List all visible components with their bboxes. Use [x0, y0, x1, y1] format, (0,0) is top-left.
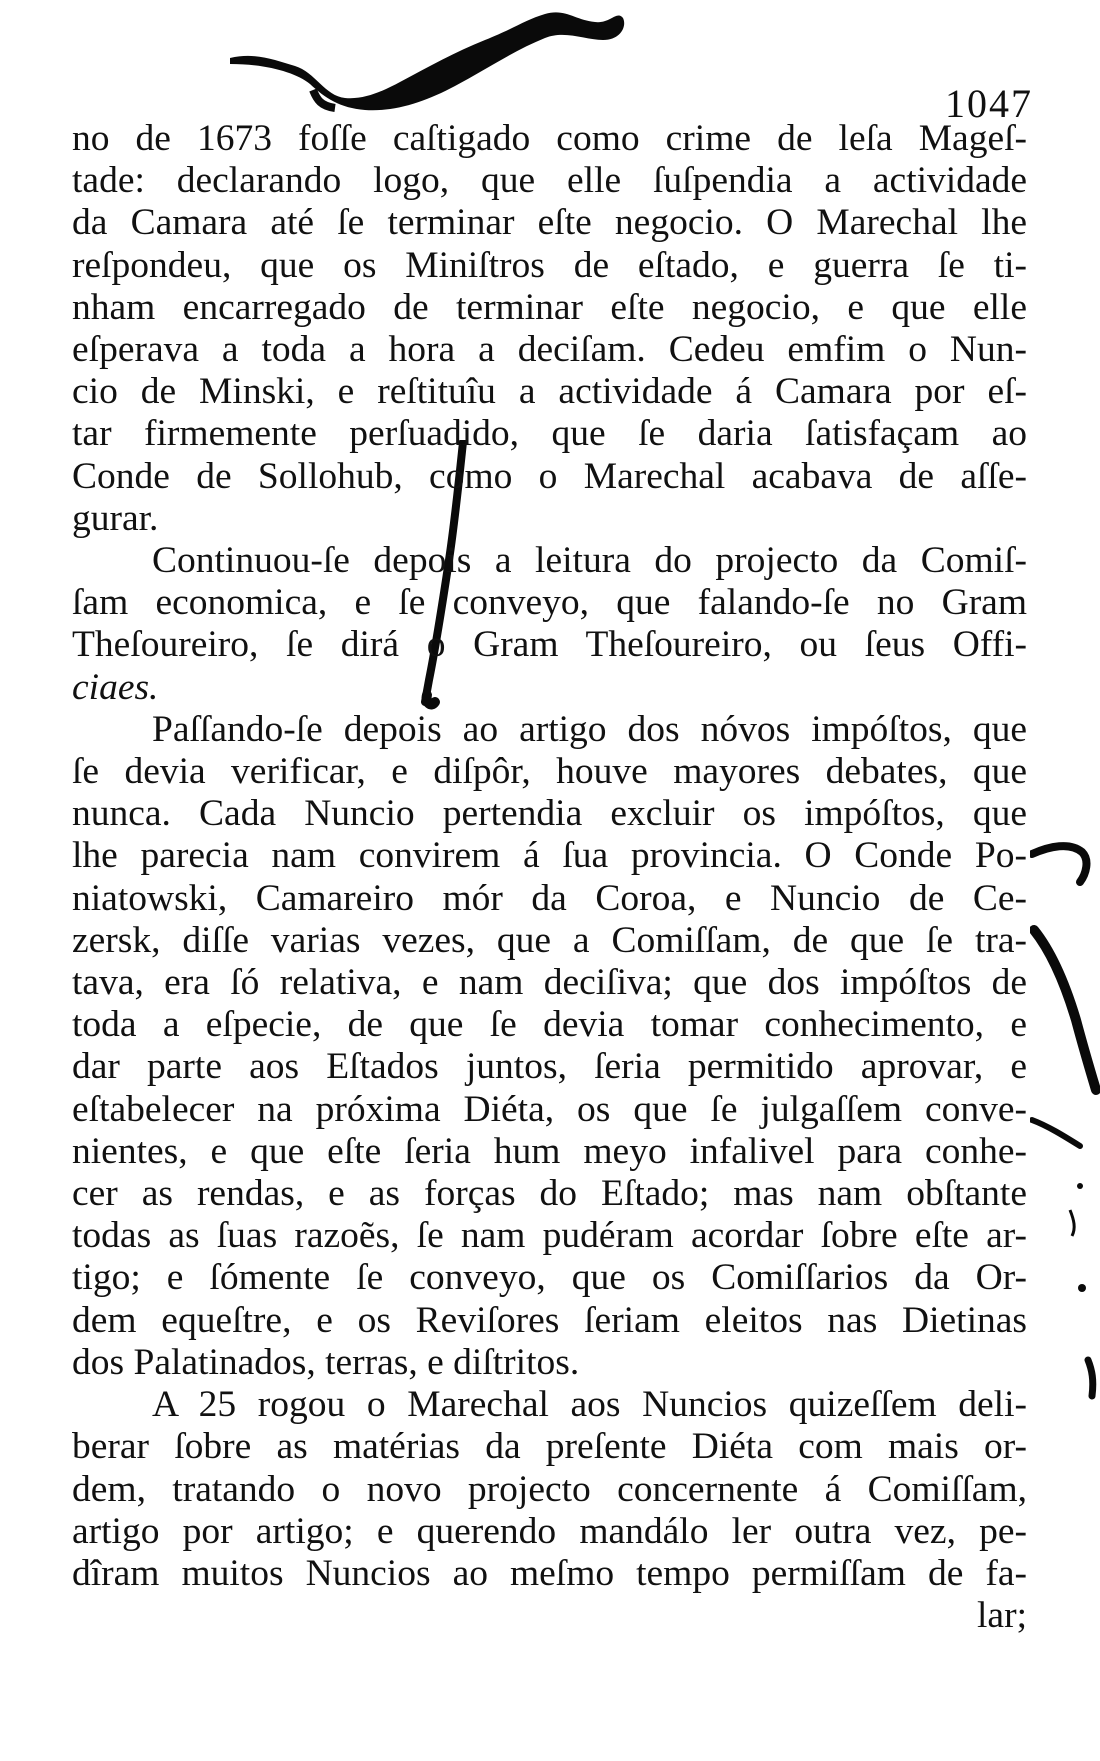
text-line: Conde de Sollohub, como o Marechal acabava de aſſe-	[72, 455, 1027, 497]
paragraph-4	[72, 1384, 1027, 1637]
text-line: niatowski, Camareiro mór da Coroa, e Nuncio de Ce-	[72, 877, 1027, 919]
text-line: ſam economica, e ſe conveyo, que falando-ſe no Gram	[72, 582, 1027, 624]
text-line: nunca. Cada Nuncio pertendia excluir os impóſtos, que	[72, 793, 1027, 835]
text-line: dem, tratando o novo projecto concernente á Comiſſam,	[72, 1468, 1027, 1510]
text-line: cer as rendas, e as forças do Eſtado; mas nam obſtante	[72, 1173, 1027, 1215]
text-line: A 25 rogou o Marechal aos Nuncios quizeſſem deli-	[152, 1384, 1027, 1426]
text-line: Theſoureiro, ſe dirá o Gram Theſoureiro, ou ſeus Offi-	[72, 624, 1027, 666]
text-line: ſe devia verificar, e diſpôr, houve mayores debates, que	[72, 751, 1027, 793]
ink-stain-top	[225, 0, 645, 130]
body-text	[72, 118, 1027, 1637]
paragraph-3	[72, 709, 1027, 1384]
text-line: ciaes.	[72, 666, 159, 708]
text-line: nham encarregado de terminar eſte negocio, e que elle	[72, 286, 1027, 328]
text-line: reſpondeu, que os Miniſtros de eſtado, e guerra ſe ti-	[72, 244, 1027, 286]
text-line: gurar.	[72, 497, 159, 539]
text-line: dem equeſtre, e os Reviſores ſeriam eleitos nas Dietinas	[72, 1299, 1027, 1341]
text-line: no de 1673 foſſe caſtigado como crime de leſa Mageſ-	[72, 118, 1027, 159]
text-line: lhe parecia nam convirem á ſua provincia. O Conde Po-	[72, 835, 1027, 877]
text-line: tar firmemente perſuadido, que ſe daria ſatisfaçam ao	[72, 413, 1027, 455]
text-line: tigo; e ſómente ſe conveyo, que os Comiſſarios da Or-	[72, 1257, 1027, 1299]
page-number: 1047	[945, 81, 1033, 126]
text-line: cio de Minski, e reſtituîu a actividade á Camara por eſ-	[72, 371, 1027, 413]
text-line: da Camara até ſe terminar eſte negocio. O Marechal lhe	[72, 202, 1027, 244]
text-line: Paſſando-ſe depois ao artigo dos nóvos impóſtos, que	[152, 708, 1027, 750]
text-line: Continuou-ſe depois a leitura do projecto da Comiſ-	[152, 540, 1027, 582]
text-line: nientes, e que eſte ſeria hum meyo infalivel para conhe-	[72, 1130, 1027, 1172]
text-line: lar;	[977, 1595, 1027, 1637]
text-line: eſperava a toda a hora a deciſam. Cedeu emfim o Nun-	[72, 329, 1027, 371]
text-line: dîram muitos Nuncios ao meſmo tempo permiſſam de fa-	[72, 1552, 1027, 1594]
text-line: dar parte aos Eſtados juntos, ſeria permitido aprovar, e	[72, 1046, 1027, 1088]
text-line: dos Palatinados, terras, e diſtritos.	[72, 1341, 580, 1383]
text-line: berar ſobre as matérias da preſente Diéta com mais or-	[72, 1426, 1027, 1468]
text-line: toda a eſpecie, de que ſe devia tomar conhecimento, e	[72, 1004, 1027, 1046]
text-line: zersk, diſſe varias vezes, que a Comiſſam, de que ſe tra-	[72, 919, 1027, 961]
ink-marks-right-margin	[1030, 840, 1100, 1400]
text-line: artigo por artigo; e querendo mandálo ler outra vez, pe-	[72, 1510, 1027, 1552]
text-line: tava, era ſó relativa, e nam deciſiva; que dos impóſtos de	[72, 962, 1027, 1004]
text-line: eſtabelecer na próxima Diéta, os que ſe julgaſſem conve-	[72, 1088, 1027, 1130]
paragraph-2	[72, 540, 1027, 709]
paragraph-1	[72, 118, 1027, 540]
text-line: todas as ſuas razoẽs, ſe nam pudéram acordar ſobre eſte ar-	[72, 1215, 1027, 1257]
text-line: tade: declarando logo, que elle ſuſpendia a actividade	[72, 160, 1027, 202]
